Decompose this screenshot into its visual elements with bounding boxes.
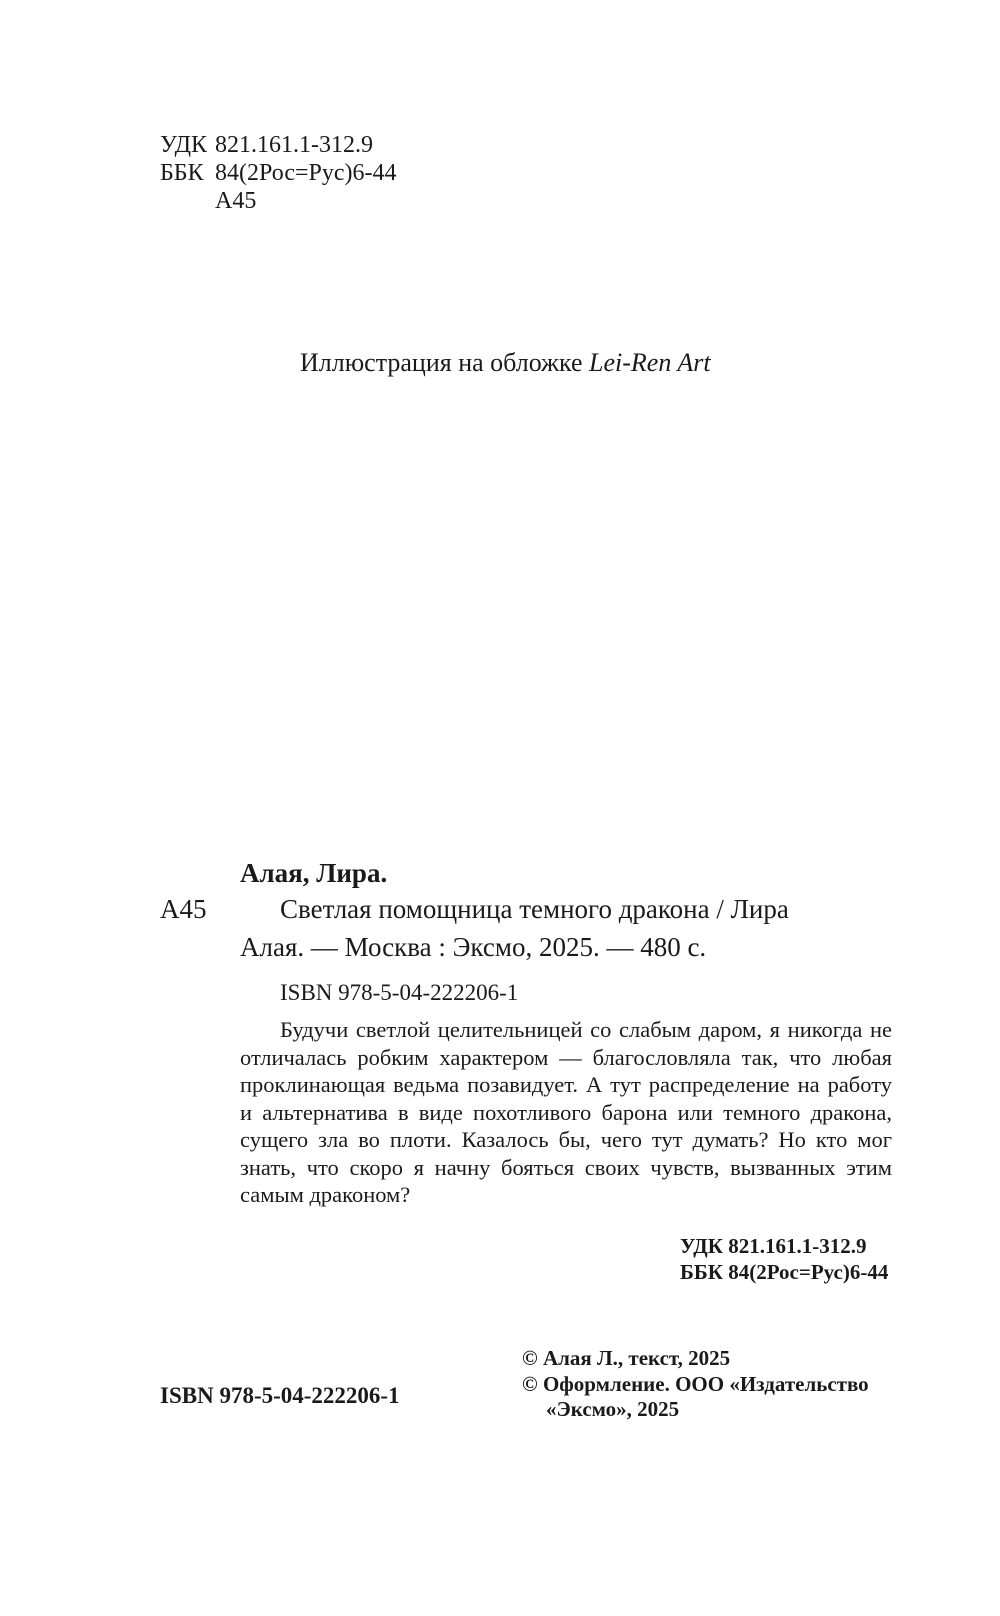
copyright-design-line2: «Эксмо», 2025: [546, 1397, 680, 1421]
catalog-title-line2: Алая. — Москва : Эксмо, 2025. — 480 с.: [240, 932, 707, 962]
catalog-udk: УДК 821.161.1-312.9: [680, 1234, 867, 1258]
annotation-text: Будучи светлой целительницей со слабым даром, я никогда не отличалась робким характером — благословляла так, что любая проклинающая ведьма позавидует. А тут распределение на работу и альтернатива в виде похотливого барона или темного дракона, сущего зла во плоти. Казалось бы, чего тут думать? Но кто мог знать, что скоро я начну бояться своих чувств, вызванных этим самым драконом?: [240, 1017, 892, 1207]
bbk-label: ББК: [160, 160, 204, 186]
illustration-credit: [300, 348, 711, 378]
catalog-author: Алая, Лира.: [240, 858, 388, 888]
catalog-title-line1: Светлая помощница темного дракона / Лира: [280, 894, 789, 924]
copyright-text: © Алая Л., текст, 2025: [522, 1346, 731, 1370]
udk-label: УДК: [160, 132, 207, 158]
illustration-artist: Lei-Ren Art: [589, 348, 711, 377]
illustration-prefix: Иллюстрация на обложке: [300, 348, 590, 377]
catalog-bbk: ББК 84(2Рос=Рус)6-44: [680, 1260, 889, 1284]
footer-isbn: ISBN 978-5-04-222206-1: [160, 1383, 400, 1408]
udk-value: 821.161.1-312.9: [215, 132, 373, 158]
udk-line: [160, 131, 373, 159]
bbk-value: 84(2Рос=Рус)6-44: [215, 160, 397, 186]
author-mark-top: А45: [215, 188, 257, 214]
catalog-isbn: ISBN 978-5-04-222206-1: [280, 980, 519, 1005]
copyright-design-line1: © Оформление. ООО «Издательство: [522, 1372, 869, 1396]
catalog-author-mark: А45: [160, 894, 207, 924]
bbk-line: [160, 159, 397, 187]
